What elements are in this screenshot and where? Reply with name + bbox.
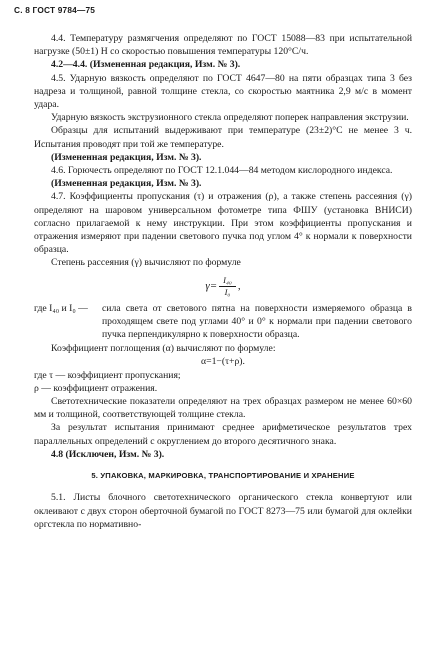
- definition-text: сила света от светового пятна на поверхности измеряемого образца в проходящем свете под углами 40° и 0° к нормали при падении светового пучка перпендикулярно к поверхности образца.: [102, 302, 412, 341]
- definition-symbols: где I₄₀ и I₀ —: [34, 302, 88, 314]
- definition-tau: где τ — коэффициент пропускания;: [34, 369, 181, 381]
- paragraph-4-6: 4.6. Горючесть определяют по ГОСТ 12.1.044—84 методом кислородного индекса.: [51, 165, 393, 177]
- paragraph-scatter-formula-intro: Степень рассеяния (γ) вычисляют по формуле: [51, 257, 241, 269]
- paragraph-specimens: Образцы для испытаний выдерживают при температуре (23±2)°С не менее 3 ч. Испытания проводят при той же температуре.: [34, 125, 412, 150]
- note-4-8-excluded: 4.8 (Исключен, Изм. № 3).: [51, 448, 165, 460]
- formula-numerator: I₄₀: [219, 275, 236, 287]
- paragraph-absorption-intro: Коэффициент поглощения (α) вычисляют по формуле:: [51, 343, 276, 355]
- amendment-note-4-5: (Измененная редакция, Изм. № 3).: [51, 151, 202, 163]
- definition-rho: ρ — коэффициент отражения.: [34, 382, 158, 394]
- paragraph-5-1: 5.1. Листы блочного светотехнического органического стекла конвертуют или оклеивают с двух сторон оберточной бумагой по ГОСТ 8273—75 или бумагой для оклейки оргстекла по нормативно-: [34, 492, 412, 530]
- amendment-note-4-2-4-4: 4.2—4.4. (Измененная редакция, Изм. № 3).: [51, 59, 241, 71]
- page-header: С. 8 ГОСТ 9784—75: [14, 5, 96, 15]
- formula-denominator: I₀: [224, 287, 231, 298]
- formula-lhs: γ=: [205, 280, 218, 293]
- formula-fraction: [219, 275, 236, 298]
- document-body: [34, 32, 412, 531]
- paragraph-4-4: 4.4. Температуру размягчения определяют по ГОСТ 15088—83 при испытательной нагрузке (50±1) Н со скоростью повышения температуры 120°С/ч.: [34, 33, 412, 58]
- scatter-formula: [34, 272, 412, 302]
- paragraph-extrusion: Ударную вязкость экструзионного стекла определяют поперек направления экструзии.: [51, 112, 409, 124]
- paragraph-4-5: 4.5. Ударную вязкость определяют по ГОСТ 4647—80 на пяти образцах типа 3 без надреза и толщиной, равной толщине стекла, со скоростью маятника 2,9 м/с в момент удара.: [34, 72, 412, 111]
- amendment-note-4-6: (Измененная редакция, Изм. № 3).: [51, 178, 202, 190]
- formula-tail: ,: [237, 280, 241, 293]
- absorption-formula: α=1−(τ+ρ).: [201, 356, 245, 368]
- paragraph-photometric-specimens: Светотехнические показатели определяют на трех образцах размером не менее 60×60 мм и толщиной, соответствующей толщине стекла.: [34, 396, 412, 421]
- paragraph-4-7: 4.7. Коэффициенты пропускания (τ) и отражения (ρ), а также степень рассеяния (γ) определяют на шаровом универсальном фотометре типа ФШУ (установка ВНИСИ) согласно прилагаемой к нему инструкции. При этом коэффициенты пропускания и отражения измеряют при падении светового пучка под углом 4° к нормали к поверхности образца.: [34, 191, 412, 256]
- formula-definition: [34, 302, 412, 342]
- paragraph-result: За результат испытания принимают среднее арифметическое результатов трех параллельных определений с округлением до второго десятичного знака.: [34, 422, 412, 447]
- section-title-5: 5. УПАКОВКА, МАРКИРОВКА, ТРАНСПОРТИРОВАНИЕ И ХРАНЕНИЕ: [91, 471, 355, 481]
